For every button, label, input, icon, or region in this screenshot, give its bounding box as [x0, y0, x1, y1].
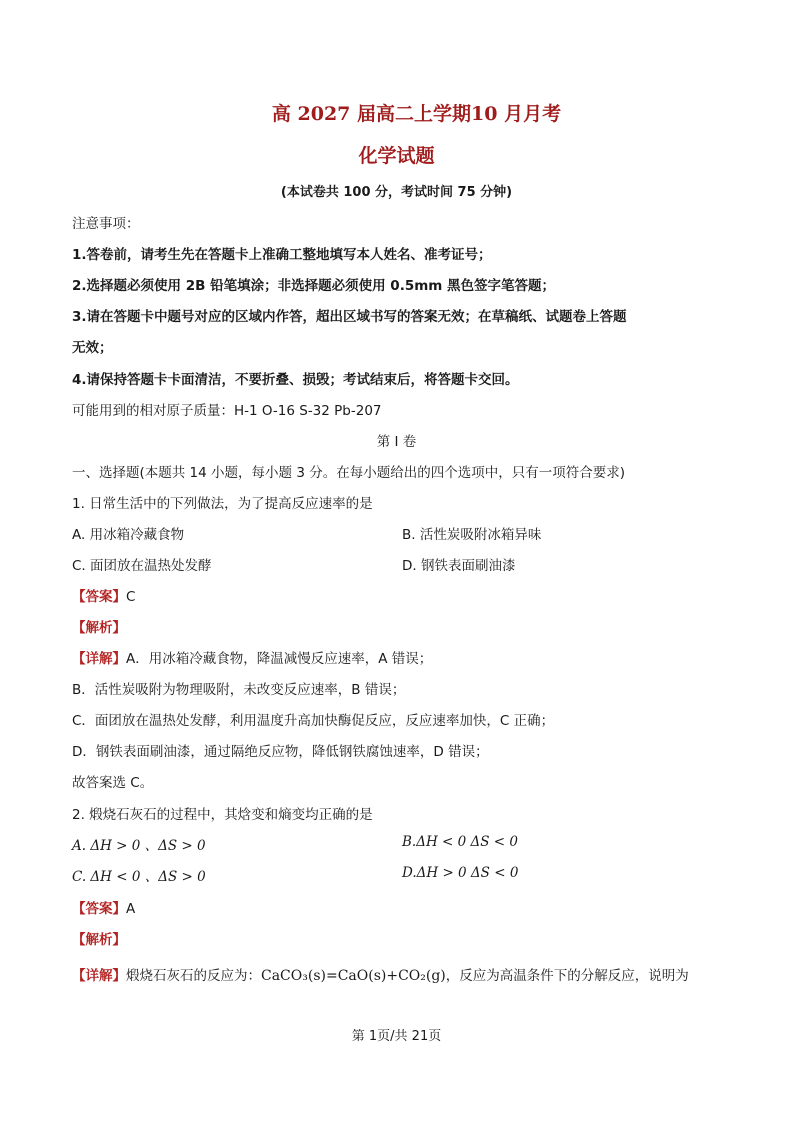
- q1-analysis-line: [72, 616, 126, 636]
- analysis-tag: 【解析】: [72, 932, 126, 948]
- note-2: 2.选择题必须使用 2B 铅笔填涂；非选择题必须使用 0.5mm 黑色签字笔答题；: [72, 278, 556, 294]
- q2-option-a: A. ΔH > 0 、ΔS > 0: [72, 838, 206, 854]
- q2-equation: CaCO₃(s)=CaO(s)+CO₂(g): [261, 968, 446, 984]
- q2-analysis-line: [72, 928, 126, 948]
- q1-detail-d: D．钢铁表面刷油漆，通过隔绝反应物，降低钢铁腐蚀速率，D 错误；: [72, 744, 489, 760]
- q2-option-d: D.ΔH > 0 ΔS < 0: [402, 865, 519, 881]
- q1-stem: 1. 日常生活中的下列做法，为了提高反应速率的是: [72, 496, 373, 512]
- q1-answer-line: [72, 585, 135, 605]
- analysis-tag: 【解析】: [72, 620, 126, 636]
- page-footer: 第 1页/共 21页: [351, 1029, 442, 1044]
- q2-option-c: C. ΔH < 0 、ΔS > 0: [72, 869, 206, 885]
- q1-detail-1: [72, 647, 432, 667]
- q1-option-b: B. 活性炭吸附冰箱异味: [402, 527, 542, 543]
- q2-detail-pre: 煅烧石灰石的反应为：: [126, 968, 261, 984]
- notes-heading: 注意事项：: [72, 216, 140, 232]
- answer-tag: 【答案】: [72, 901, 126, 917]
- q1-answer: C: [126, 589, 136, 605]
- q1-option-a: A. 用冰箱冷藏食物: [72, 527, 185, 543]
- atomic-mass: 可能用到的相对原子质量：H-1 O-16 S-32 Pb-207: [72, 403, 382, 419]
- q1-conclusion: 故答案选 C。: [72, 775, 154, 791]
- q2-option-b: B.ΔH < 0 ΔS < 0: [402, 834, 518, 850]
- q2-detail-line: [72, 964, 689, 984]
- q2-answer: A: [126, 901, 136, 917]
- q1-detail-c: C．面团放在温热处发酵，利用温度升高加快酶促反应，反应速率加快，C 正确；: [72, 713, 555, 729]
- q1-option-d: D. 钢铁表面刷油漆: [402, 558, 516, 574]
- q2-stem: 2. 煅烧石灰石的过程中，其焓变和熵变均正确的是: [72, 807, 373, 823]
- exam-title: 高 2027 届高二上学期10 月月考: [271, 103, 562, 125]
- exam-info: (本试卷共 100 分，考试时间 75 分钟): [280, 185, 513, 200]
- q2-detail-post: ，反应为高温条件下的分解反应，说明为: [445, 968, 689, 984]
- subject-title: 化学试题: [358, 145, 435, 167]
- q1-detail-a: A．用冰箱冷藏食物，降温减慢反应速率，A 错误；: [126, 651, 433, 667]
- answer-tag: 【答案】: [72, 589, 126, 605]
- q1-option-c: C. 面团放在温热处发酵: [72, 558, 212, 574]
- q2-answer-line: [72, 897, 135, 917]
- note-3b: 无效；: [72, 340, 113, 356]
- note-4: 4.请保持答题卡卡面清洁，不要折叠、损毁；考试结束后，将答题卡交回。: [72, 372, 519, 388]
- q1-detail-b: B．活性炭吸附为物理吸附，未改变反应速率，B 错误；: [72, 682, 406, 698]
- note-1: 1.答卷前，请考生先在答题卡上准确工整地填写本人姓名、准考证号；: [72, 247, 492, 263]
- section-heading: 一、选择题(本题共 14 小题，每小题 3 分。在每小题给出的四个选项中，只有一项符合要求): [72, 465, 625, 481]
- part-heading: 第 I 卷: [376, 434, 417, 450]
- detail-tag: 【详解】: [72, 651, 126, 667]
- note-3a: 3.请在答题卡中题号对应的区域内作答，超出区域书写的答案无效；在草稿纸、试题卷上答题: [72, 309, 627, 325]
- detail-tag: 【详解】: [72, 968, 126, 984]
